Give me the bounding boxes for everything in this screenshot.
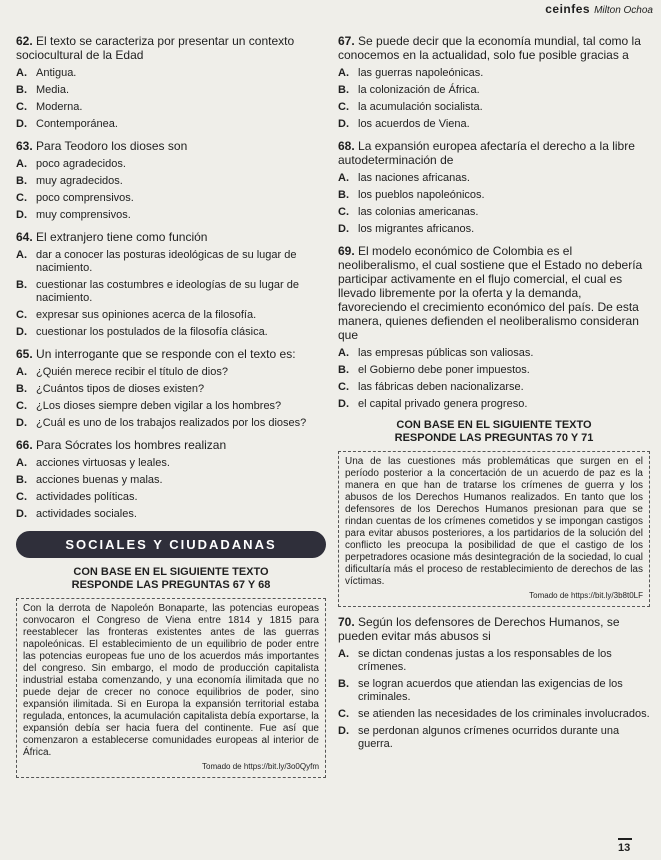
question-62	[16, 34, 326, 131]
option-b[interactable]: B. los pueblos napoleónicos.	[338, 189, 485, 201]
option-c[interactable]: C. ¿Los dioses siempre deben vigilar a los hombres?	[16, 400, 282, 412]
reading-passage: Con la derrota de Napoleón Bonaparte, las potencias europeas convocaron el Congreso de Viena entre 1814 y 1815 para reestablecer las fronteras existentes antes de las guerras napoleónicas. El establecimiento de un equilibrio de poder entre las potencias europeas fue uno de los acuerdos más importantes del congreso. Sin embargo, el modo de producción capitalista industrial estaba comenzando, y una economía ilimitada que no puede dejar de crecer no conoce equilibrios de poder, sino expansión ilimitada. Si en Europa la expansión territorial estaba regulada, entonces, la acumulación capitalista debía exportarse, la expansión debía ser hacia fuera del continente. Fue así que comenzaron a establecerse comunidades europeas al interior de África. Tomado de https://bit.ly/3o0Qyfm	[16, 598, 326, 778]
option-a[interactable]: A. Antigua.	[16, 67, 77, 79]
option-d[interactable]: D. los migrantes africanos.	[338, 223, 475, 235]
question-text: El texto se caracteriza por presentar un contexto sociocultural de la Edad	[16, 34, 295, 62]
option-c[interactable]: C. las fábricas deben nacionalizarse.	[338, 381, 524, 393]
page-number-bar	[618, 838, 632, 840]
question-68	[338, 139, 650, 236]
question-text: La expansión europea afectaría el derecho a la libre autodeterminación de	[338, 139, 635, 167]
option-d[interactable]: D. ¿Cuál es uno de los trabajos realizados por los dioses?	[16, 417, 307, 429]
header	[545, 2, 653, 16]
option-b[interactable]: B. acciones buenas y malas.	[16, 474, 163, 486]
question-text: Para Teodoro los dioses son	[36, 139, 188, 153]
reading-instructions: CON BASE EN EL SIGUIENTE TEXTO RESPONDE LAS PREGUNTAS 70 Y 71	[394, 419, 594, 444]
source-citation: Tomado de https://bit.ly/3b8t0LF	[529, 591, 643, 600]
option-c[interactable]: C. expresar sus opiniones acerca de la filosofía.	[16, 309, 257, 321]
reading-passage: Una de las cuestiones más problemáticas que surgen en el período posterior a la concertación de un acuerdo de paz es la manera en que han de tratarse los crímenes de guerra y los abusos de los Derechos Humanos realizados. En tanto que los defensores de los Derechos Humanos presionan para que se rindan cuentas de los crímenes cometidos y se impongan castigos para evitar abusos posteriores, a los partidarios de la solución del conflicto les preocupa la posibilidad de que el castigo de los perpetradores ocasione más desintegración de la sociedad, lo cual dificultaría más el proceso de restablecimiento de derechos de las víctimas. Tomado de https://bit.ly/3b8t0LF	[338, 451, 650, 607]
question-number: 64.	[16, 230, 33, 244]
option-a[interactable]: A. las naciones africanas.	[338, 172, 470, 184]
option-d[interactable]: D. actividades sociales.	[16, 508, 137, 520]
left-column	[16, 34, 326, 778]
question-number: 62.	[16, 34, 33, 48]
question-67	[338, 34, 650, 131]
option-d[interactable]: D. se perdonan algunos crímenes ocurridos durante una guerra.	[338, 725, 620, 750]
option-c[interactable]: C. poco comprensivos.	[16, 192, 134, 204]
option-b[interactable]: B. se logran acuerdos que atiendan las exigencias de los criminales.	[338, 678, 623, 703]
question-63	[16, 139, 326, 222]
question-text: Para Sócrates los hombres realizan	[36, 438, 227, 452]
page-number: 13	[618, 838, 632, 854]
option-d[interactable]: D. el capital privado genera progreso.	[338, 398, 528, 410]
option-b[interactable]: B. muy agradecidos.	[16, 175, 123, 187]
question-number: 65.	[16, 347, 33, 361]
option-d[interactable]: D. muy comprensivos.	[16, 209, 131, 221]
option-c[interactable]: C. se atienden las necesidades de los criminales involucrados.	[338, 708, 650, 720]
question-64	[16, 230, 326, 339]
question-number: 68.	[338, 139, 355, 153]
option-a[interactable]: A. poco agradecidos.	[16, 158, 126, 170]
option-c[interactable]: C. las colonias americanas.	[338, 206, 479, 218]
option-a[interactable]: A. ¿Quién merece recibir el título de dios?	[16, 366, 228, 378]
option-b[interactable]: B. Media.	[16, 84, 70, 96]
question-number: 66.	[16, 438, 33, 452]
question-number: 63.	[16, 139, 33, 153]
question-text: El modelo económico de Colombia es el neoliberalismo, el cual sostiene que el Estado no debería participar activamente en el flujo comercial, el cual es llevado libremente por la oferta y la demanda, favoreciendo el crecimiento económico del país. De esta manera, quienes defienden el neoliberalismo consideran que	[338, 244, 643, 342]
option-a[interactable]: A. acciones virtuosas y leales.	[16, 457, 170, 469]
question-text: El extranjero tiene como función	[36, 230, 208, 244]
question-69	[338, 244, 650, 411]
question-number: 69.	[338, 244, 355, 258]
section-banner: SOCIALES Y CIUDADANAS	[16, 531, 326, 558]
option-a[interactable]: A. las empresas públicas son valiosas.	[338, 347, 534, 359]
option-d[interactable]: D. los acuerdos de Viena.	[338, 118, 470, 130]
question-text: Un interrogante que se responde con el texto es:	[36, 347, 296, 361]
reading-instructions: CON BASE EN EL SIGUIENTE TEXTO RESPONDE LAS PREGUNTAS 67 Y 68	[71, 566, 271, 591]
right-column	[338, 34, 650, 759]
option-b[interactable]: B. el Gobierno debe poner impuestos.	[338, 364, 530, 376]
question-70	[338, 615, 650, 751]
question-text: Se puede decir que la economía mundial, tal como la conocemos en la actualidad, solo fue posible gracias a	[338, 34, 641, 62]
option-d[interactable]: D. cuestionar los postulados de la filosofía clásica.	[16, 326, 268, 338]
question-text: Según los defensores de Derechos Humanos, se pueden evitar más abusos si	[338, 615, 620, 643]
question-number: 67.	[338, 34, 355, 48]
question-number: 70.	[338, 615, 355, 629]
option-d[interactable]: D. Contemporánea.	[16, 118, 118, 130]
option-c[interactable]: C. Moderna.	[16, 101, 83, 113]
option-a[interactable]: A. las guerras napoleónicas.	[338, 67, 484, 79]
brand-logo: ceinfes	[545, 2, 591, 16]
option-c[interactable]: C. la acumulación socialista.	[338, 101, 483, 113]
option-a[interactable]: A. dar a conocer las posturas ideológicas de su lugar de nacimiento.	[16, 249, 297, 274]
option-b[interactable]: B. la colonización de África.	[338, 84, 480, 96]
option-a[interactable]: A. se dictan condenas justas a los responsables de los crímenes.	[338, 648, 612, 673]
question-65	[16, 347, 326, 430]
option-b[interactable]: B. ¿Cuántos tipos de dioses existen?	[16, 383, 205, 395]
brand-subtitle: Milton Ochoa	[594, 5, 653, 16]
option-b[interactable]: B. cuestionar las costumbres e ideologías de su lugar de nacimiento.	[16, 279, 299, 304]
source-citation: Tomado de https://bit.ly/3o0Qyfm	[202, 762, 319, 771]
option-c[interactable]: C. actividades políticas.	[16, 491, 138, 503]
question-66	[16, 438, 326, 521]
